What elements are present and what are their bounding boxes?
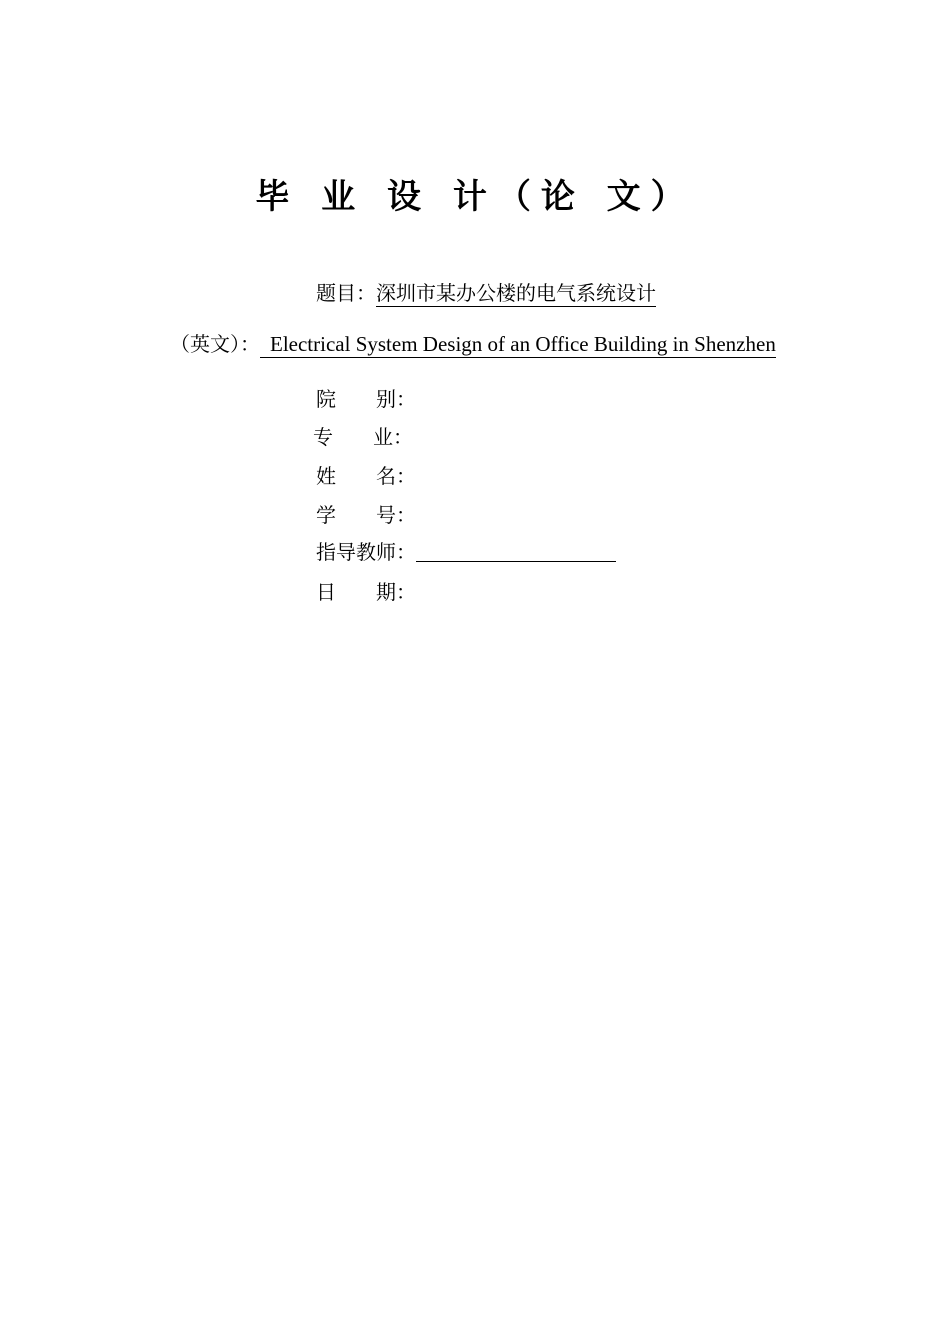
topic-value: 深圳市某办公楼的电气系统设计 bbox=[376, 281, 656, 305]
field-label: 日 期： bbox=[316, 580, 416, 604]
field-value bbox=[416, 389, 616, 409]
field-date bbox=[316, 578, 616, 606]
page-title: 毕 业 设 计（论 文） bbox=[255, 177, 695, 217]
field-label: 院 别： bbox=[316, 387, 416, 411]
field-label: 专 业： bbox=[313, 425, 413, 449]
english-topic-label: （英文）： bbox=[170, 332, 260, 356]
field-value bbox=[416, 505, 616, 525]
field-department bbox=[316, 385, 616, 413]
field-value bbox=[416, 466, 616, 486]
field-value bbox=[416, 582, 616, 602]
field-advisor bbox=[316, 538, 616, 566]
topic-line bbox=[316, 279, 656, 307]
field-name bbox=[316, 462, 616, 490]
field-value bbox=[413, 427, 613, 447]
field-value bbox=[416, 541, 616, 562]
field-label: 姓 名： bbox=[316, 464, 416, 488]
english-topic-value: Electrical System Design of an Office Building in Shenzhen bbox=[260, 332, 776, 358]
field-student-id bbox=[316, 501, 616, 529]
field-major bbox=[313, 423, 613, 451]
field-label: 指导教师： bbox=[316, 540, 416, 564]
topic-label: 题目： bbox=[316, 281, 376, 305]
field-label: 学 号： bbox=[316, 503, 416, 527]
english-topic-line bbox=[170, 330, 776, 358]
